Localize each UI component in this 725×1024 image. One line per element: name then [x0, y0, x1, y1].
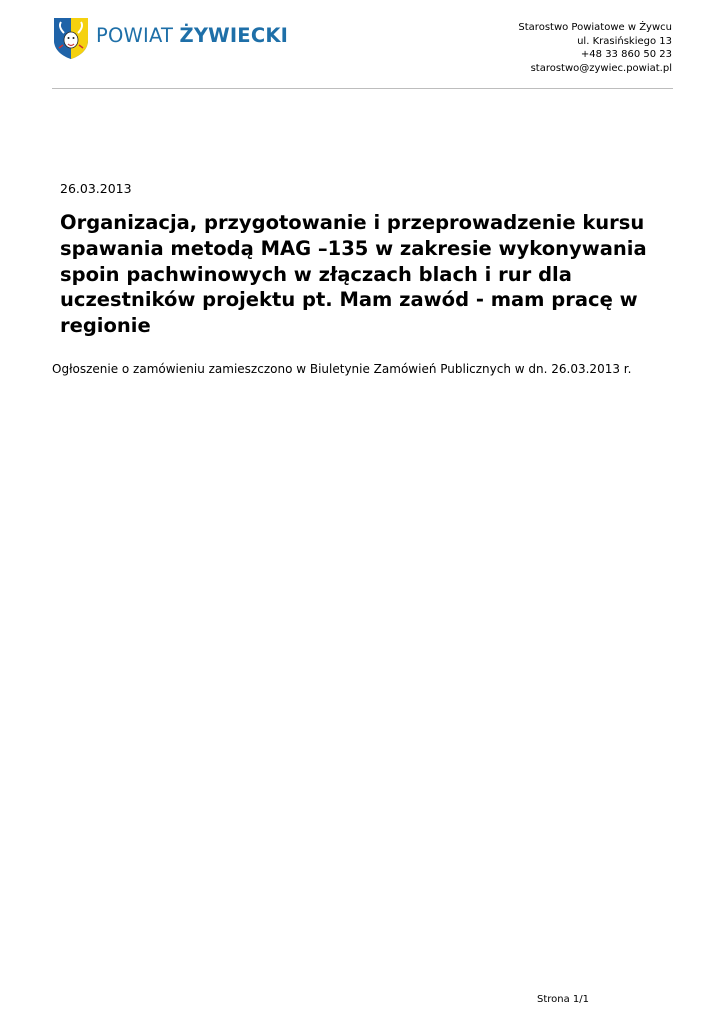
- logo-word-powiat: POWIAT: [96, 24, 174, 47]
- article-body: Ogłoszenie o zamówieniu zamieszczono w Biuletynie Zamówień Publicznych w dn. 26.03.2013 r.: [52, 362, 632, 376]
- header-divider: [52, 88, 673, 89]
- article-date: 26.03.2013: [60, 181, 132, 196]
- contact-street: ul. Krasińskiego 13: [577, 35, 672, 47]
- contact-name: Starostwo Powiatowe w Żywcu: [518, 22, 672, 33]
- logo-wordmark: [96, 24, 288, 47]
- coat-of-arms-icon: [52, 16, 90, 60]
- contact-email[interactable]: starostwo@zywiec.powiat.pl: [530, 62, 672, 74]
- page-number: Strona 1/1: [537, 994, 590, 1005]
- logo-word-zywiecki: ŻYWIECKI: [179, 24, 289, 47]
- contact-phone: +48 33 860 50 23: [580, 49, 672, 60]
- article-title: Organizacja, przygotowanie i przeprowadzenie kursu spawania metodą MAG –135 w zakresie wykonywania spoin pachwinowych w złączach blach i rur dla uczestników projektu pt. Mam zawód - mam pracę w regionie: [60, 211, 647, 338]
- contact-block: [518, 21, 672, 75]
- powiat-zywiecki-logo: [52, 16, 289, 62]
